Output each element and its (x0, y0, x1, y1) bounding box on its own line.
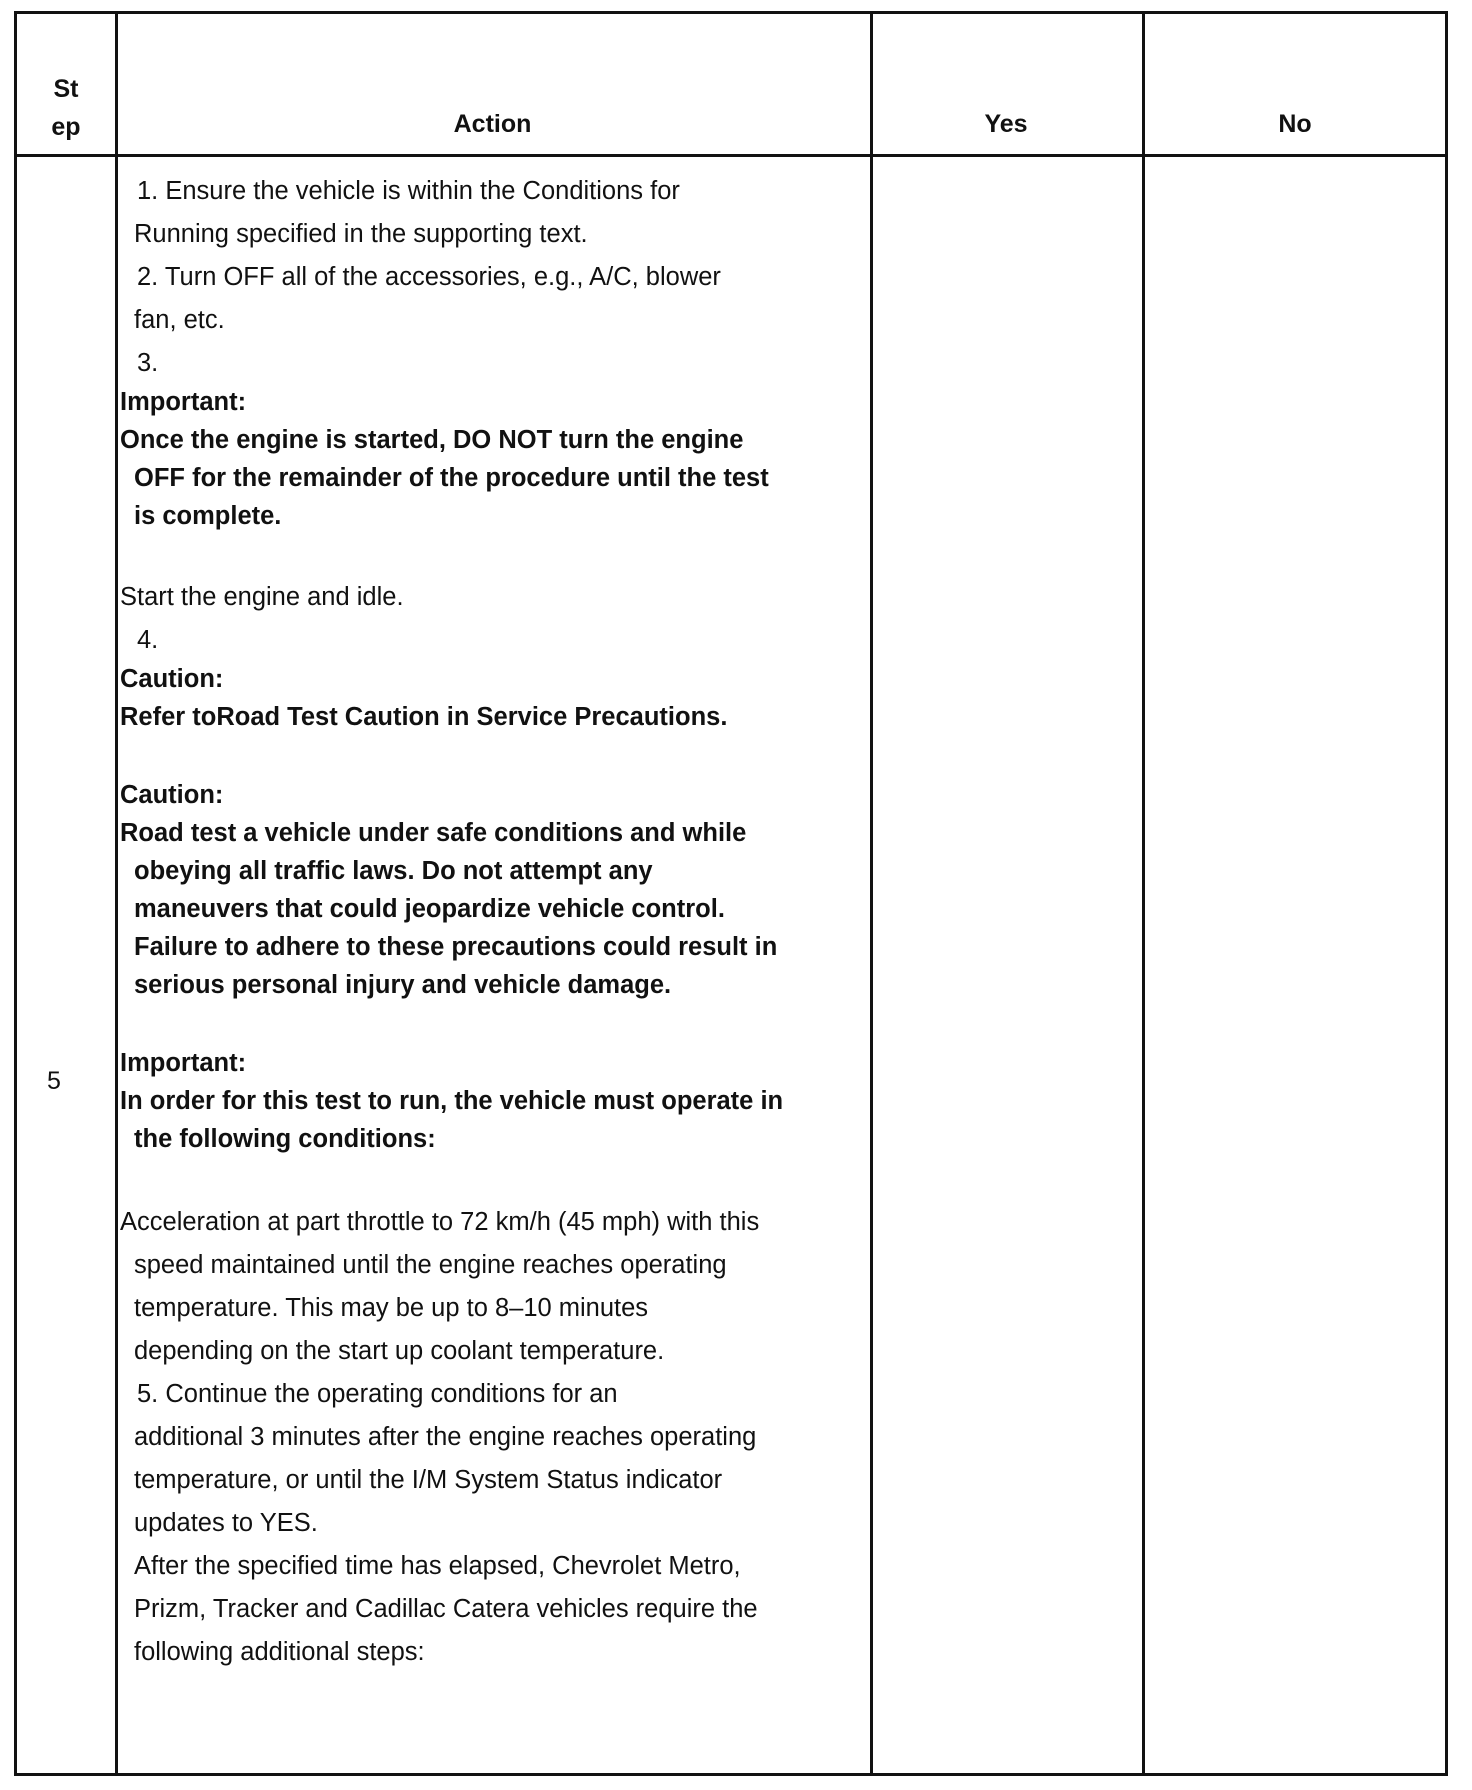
column-divider (870, 14, 873, 1773)
action-line: temperature, or until the I/M System Status indicator (134, 1466, 723, 1494)
action-line: OFF for the remainder of the procedure until the test (134, 464, 769, 492)
header-divider (17, 154, 1445, 157)
important-label: Important: (120, 388, 247, 416)
column-divider (1142, 14, 1145, 1773)
action-line: depending on the start up coolant temperature. (134, 1337, 665, 1365)
action-line: 3. (137, 349, 159, 377)
action-line: Start the engine and idle. (120, 583, 404, 611)
caution-label: Caution: (120, 781, 224, 809)
header-step-line1: St (53, 75, 79, 103)
caution-label: Caution: (120, 665, 224, 693)
action-line: Prizm, Tracker and Cadillac Catera vehicles require the (134, 1595, 758, 1623)
action-line: updates to YES. (134, 1509, 318, 1537)
header-no: No (1278, 110, 1312, 138)
step-number: 5 (47, 1067, 61, 1095)
action-line: 1. Ensure the vehicle is within the Conditions for (137, 177, 680, 205)
header-action: Action (453, 110, 532, 138)
action-line: the following conditions: (134, 1125, 436, 1153)
diagnostic-table (14, 11, 1448, 1776)
header-step (17, 70, 115, 146)
action-line: speed maintained until the engine reaches operating (134, 1251, 727, 1279)
header-yes: Yes (984, 110, 1028, 138)
action-line: 2. Turn OFF all of the accessories, e.g., A/C, blower (137, 263, 721, 291)
action-line: Road test a vehicle under safe conditions and while (120, 819, 747, 847)
action-line: 4. (137, 626, 159, 654)
action-line: maneuvers that could jeopardize vehicle control. (134, 895, 725, 923)
action-line: After the specified time has elapsed, Chevrolet Metro, (134, 1552, 741, 1580)
important-label: Important: (120, 1049, 247, 1077)
action-line: Once the engine is started, DO NOT turn the engine (120, 426, 744, 454)
action-line: 5. Continue the operating conditions for an (137, 1380, 618, 1408)
action-line: Failure to adhere to these precautions could result in (134, 933, 778, 961)
action-line: Acceleration at part throttle to 72 km/h (45 mph) with this (120, 1208, 760, 1236)
action-line: additional 3 minutes after the engine reaches operating (134, 1423, 757, 1451)
action-line: obeying all traffic laws. Do not attempt any (134, 857, 653, 885)
action-line: In order for this test to run, the vehicle must operate in (120, 1087, 784, 1115)
action-line: Refer toRoad Test Caution in Service Precautions. (120, 703, 728, 731)
action-line: following additional steps: (134, 1638, 425, 1666)
header-step-line2: ep (51, 113, 81, 141)
action-line: Running specified in the supporting text. (134, 220, 588, 248)
action-line: fan, etc. (134, 306, 225, 334)
action-line: serious personal injury and vehicle damage. (134, 971, 672, 999)
column-divider (115, 14, 118, 1773)
action-line: temperature. This may be up to 8–10 minutes (134, 1294, 649, 1322)
action-line: is complete. (134, 502, 282, 530)
